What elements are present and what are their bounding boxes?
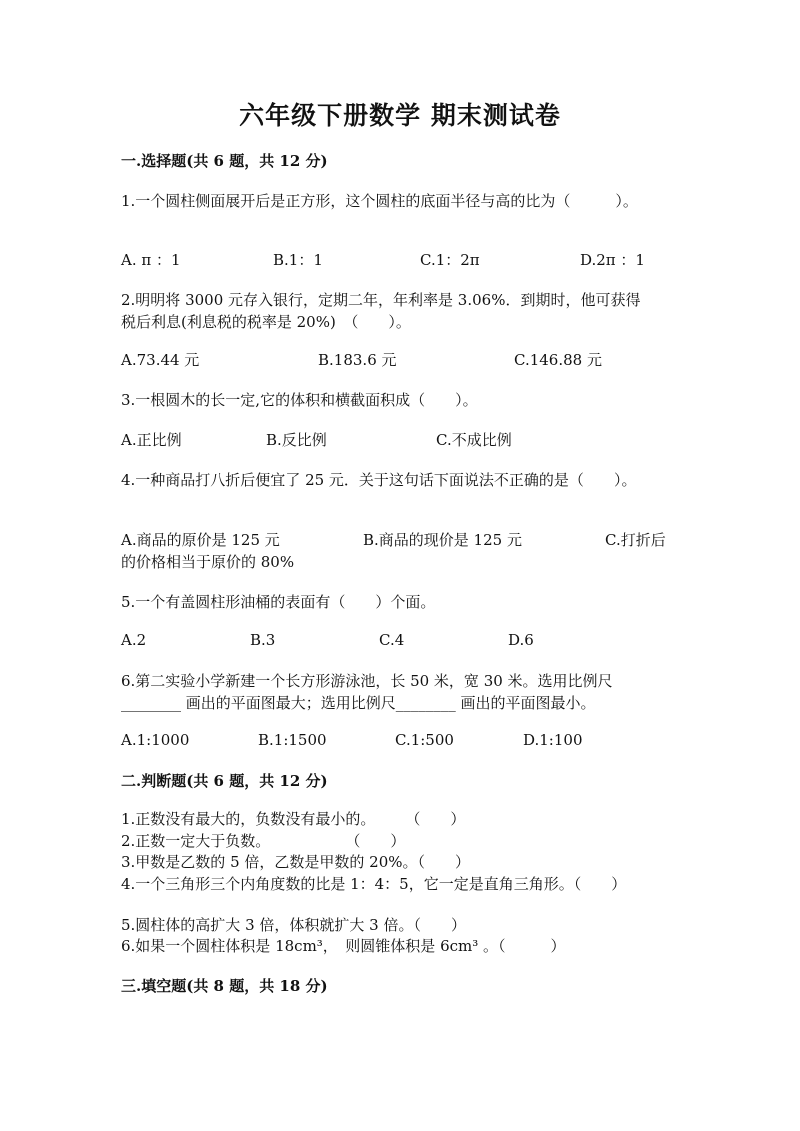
question-4-stem: 4.一种商品打八折后便宜了 25 元．关于这句话下面说法不正确的是（ ）。 (121, 471, 637, 489)
question-5-option-d: D.6 (508, 631, 534, 649)
question-1-option-d: D.2π ：1 (580, 251, 645, 269)
question-6-stem-line2: ________ 画出的平面图最大；选用比例尺________ 画出的平面图最小。 (121, 694, 596, 712)
judge-item-4: 4.一个三角形三个内角度数的比是 1：4：5，它一定是直角三角形。（ ） (121, 875, 627, 893)
section-heading-judge: 二.判断题(共 6 题，共 12 分) (121, 772, 328, 790)
question-3-option-a: A.正比例 (121, 431, 182, 449)
question-3-stem: 3.一根圆木的长一定,它的体积和横截面积成（ ）。 (121, 391, 478, 409)
question-1-option-c: C.1：2π (420, 251, 480, 269)
judge-item-5: 5.圆柱体的高扩大 3 倍，体积就扩大 3 倍。（ ） (121, 916, 466, 934)
question-4-option-c: C.打折后 (605, 531, 666, 549)
judge-item-2: 2.正数一定大于负数。 （ ） (121, 832, 406, 850)
judge-item-1: 1.正数没有最大的，负数没有最小的。 （ ） (121, 810, 466, 828)
question-6-option-c: C.1:500 (395, 731, 454, 749)
question-2-option-c: C.146.88 元 (514, 351, 602, 369)
question-6-stem-line1: 6.第二实验小学新建一个长方形游泳池，长 50 米，宽 30 米。选用比例尺 (121, 672, 613, 690)
question-2-stem-line2: 税后利息(利息税的税率是 20%) （ ）。 (121, 313, 411, 331)
question-5-option-a: A.2 (121, 631, 147, 649)
question-2-option-a: A.73.44 元 (121, 351, 200, 369)
question-3-option-b: B.反比例 (266, 431, 327, 449)
question-4-option-c-continued: 的价格相当于原价的 80% (121, 553, 295, 571)
question-1-option-a: A. π ：1 (121, 251, 181, 269)
section-heading-choice: 一.选择题(共 6 题，共 12 分) (121, 152, 328, 170)
question-5-option-b: B.3 (250, 631, 276, 649)
page-title: 六年级下册数学 期末测试卷 (239, 101, 561, 130)
judge-item-3: 3.甲数是乙数的 5 倍，乙数是甲数的 20%。（ ） (121, 853, 471, 871)
question-6-option-a: A.1:1000 (121, 731, 190, 749)
question-2-stem-line1: 2.明明将 3000 元存入银行，定期二年，年利率是 3.06%．到期时，他可获得 (121, 291, 641, 309)
question-5-stem: 5.一个有盖圆柱形油桶的表面有（ ）个面。 (121, 593, 436, 611)
judge-item-6: 6.如果一个圆柱体积是 18cm³， 则圆锥体积是 6cm³ 。（ ） (121, 937, 566, 955)
question-2-option-b: B.183.6 元 (318, 351, 397, 369)
question-1-option-b: B.1：1 (273, 251, 323, 269)
question-6-option-d: D.1:100 (523, 731, 583, 749)
question-3-option-c: C.不成比例 (436, 431, 512, 449)
section-heading-fill: 三.填空题(共 8 题，共 18 分) (121, 977, 328, 995)
question-4-option-b: B.商品的现价是 125 元 (363, 531, 522, 549)
question-1-stem: 1.一个圆柱侧面展开后是正方形，这个圆柱的底面半径与高的比为（ ）。 (121, 192, 638, 210)
question-6-option-b: B.1:1500 (258, 731, 327, 749)
question-5-option-c: C.4 (379, 631, 405, 649)
question-4-option-a: A.商品的原价是 125 元 (121, 531, 280, 549)
